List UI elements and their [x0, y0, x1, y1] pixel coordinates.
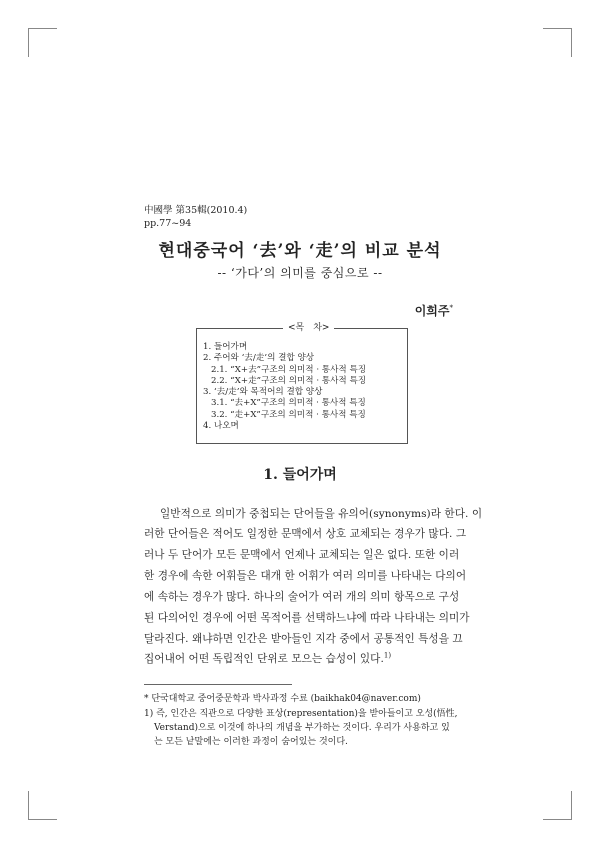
toc-item: 1. 들어가며 [203, 342, 248, 352]
body-text-line: 일반적으로 의미가 중첩되는 단어들을 유의어(synonyms)라 한다. 이 [160, 508, 483, 520]
body-text-line: 한 경우에 속한 어휘들은 대개 한 어휘가 여러 의미를 나타내는 다의어 [144, 570, 467, 582]
footnote-line: 는 모든 낱말에는 이러한 과정이 숨어있는 것이다. [154, 737, 348, 747]
body-text-line: 된 다의어인 경우에 어떤 목적어를 선택하느냐에 따라 나타내는 의미가 [144, 612, 470, 624]
footnote-line: 1) 즉, 인간은 직관으로 다양한 표상(representation)을 받아들이고 오성(悟性, [144, 709, 458, 719]
body-text-line-content: 집어내어 어떤 독립적인 단위로 모으는 습성이 있다. [144, 653, 384, 665]
paper-subtitle: -- ‘가다’의 의미를 중심으로 -- [217, 266, 383, 280]
toc-item: 2.2. “X+走”구조의 의미적 · 통사적 특징 [211, 375, 367, 386]
footnote-author: * 단국대학교 중어중문학과 박사과정 수료 (baikhak04@naver.com) [144, 694, 421, 704]
toc-item: 4. 나오며 [203, 421, 239, 432]
crop-mark-bottom-right [543, 791, 572, 820]
body-text-line: 달라진다. 왜냐하면 인간은 받아들인 지각 중에서 공통적인 특성을 끄 [144, 633, 463, 645]
crop-mark-top-left [28, 28, 57, 57]
crop-mark-bottom-left [28, 791, 57, 820]
body-text-line [144, 651, 391, 666]
journal-header [144, 204, 247, 230]
body-text-line: 에 속하는 경우가 많다. 하나의 술어가 여러 개의 의미 항목으로 구성 [144, 591, 460, 603]
page-range: pp.77~94 [144, 218, 192, 229]
toc-item: 3.2. “走+X”구조의 의미적 · 통사적 특징 [211, 409, 366, 420]
author [415, 302, 453, 319]
paper-title: 현대중국어 ‘去’와 ‘走’의 비교 분석 [158, 241, 442, 261]
table-of-contents [196, 323, 408, 444]
toc-item: 3. ‘去/走’와 목적어의 결합 양상 [203, 387, 323, 398]
footnote-reference: 1) [383, 651, 392, 660]
toc-item: 2. 주어와 ‘去/走’의 결합 양상 [203, 353, 315, 364]
toc-item: 2.1. “X+去”구조의 의미적 · 통사적 특징 [211, 364, 367, 375]
journal-citation: 中國學 第35輯(2010.4) [144, 205, 248, 216]
toc-item: 3.1. “去+X”구조의 의미적 · 통사적 특징 [211, 398, 366, 409]
toc-list [203, 342, 366, 432]
crop-mark-top-right [543, 28, 572, 57]
body-text-line: 러나 두 단어가 모든 문맥에서 언제나 교체되는 일은 없다. 또한 이러 [144, 549, 460, 561]
footnote-divider [144, 684, 292, 685]
author-footnote-mark: * [449, 304, 453, 312]
toc-title: <목 차> [283, 322, 334, 334]
footnote-line: Verstand)으로 이것에 하나의 개념을 부가하는 것이다. 우리가 사용하고 있 [154, 723, 450, 733]
body-text-line: 러한 단어들은 적어도 일정한 문맥에서 상호 교체되는 경우가 많다. 그 [144, 528, 467, 540]
section-heading: 1. 들어가며 [263, 467, 337, 483]
author-name: 이희주 [414, 304, 450, 318]
